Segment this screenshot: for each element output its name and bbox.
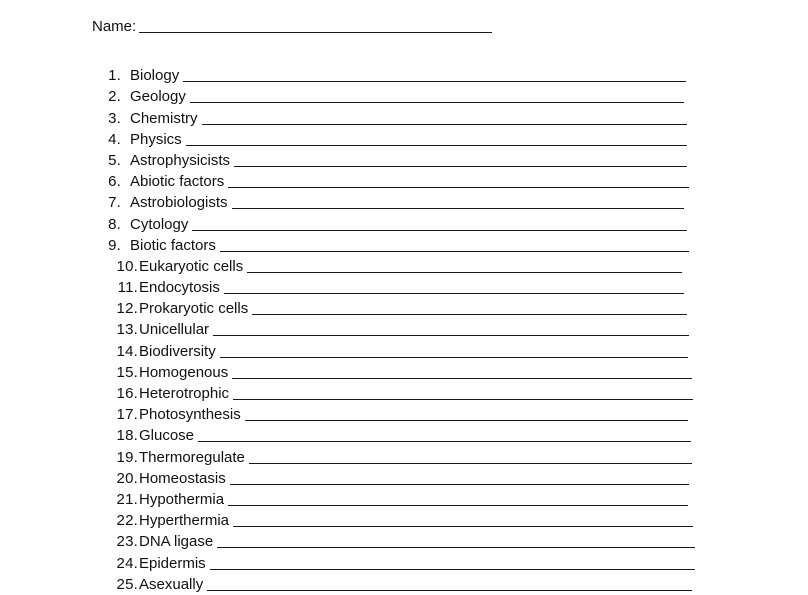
item-number: 12. [116,300,138,318]
list-item [100,276,695,297]
item-term: DNA ligase [139,533,214,551]
item-term: Endocytosis [139,279,220,297]
answer-blank-line[interactable] [228,187,689,188]
list-item [100,128,695,149]
list-item [100,551,695,572]
vocabulary-list [100,64,695,594]
item-number: 18. [116,427,138,445]
answer-blank-line[interactable] [213,335,689,336]
answer-blank-line[interactable] [186,145,687,146]
answer-blank-line[interactable] [233,399,693,400]
item-number: 19. [116,448,138,466]
item-number: 22. [116,512,138,530]
list-item [100,318,695,339]
list-item [100,424,695,445]
item-number: 11. [117,279,138,297]
list-item [100,339,695,360]
item-term: Biodiversity [139,342,216,360]
item-term: Hyperthermia [139,512,230,530]
answer-blank-line[interactable] [183,81,686,82]
item-term: Biology [130,67,180,85]
list-item [100,445,695,466]
answer-blank-line[interactable] [245,420,688,421]
item-number: 15. [116,363,138,381]
item-number: 1. [108,67,121,85]
answer-blank-line[interactable] [220,357,688,358]
answer-blank-line[interactable] [190,102,684,103]
item-term: Chemistry [130,109,198,127]
name-label: Name: [92,18,137,35]
item-number: 8. [108,215,121,233]
list-item [100,297,695,318]
name-field-line[interactable] [139,32,492,33]
item-term: Prokaryotic cells [139,300,249,318]
answer-blank-line[interactable] [247,272,682,273]
answer-blank-line[interactable] [230,484,689,485]
name-row [92,16,492,36]
item-term: Asexually [139,575,204,593]
item-term: Biotic factors [130,236,216,254]
list-item [100,191,695,212]
list-item [100,106,695,127]
list-item [100,467,695,488]
list-item [100,530,695,551]
item-number: 20. [116,469,138,487]
list-item [100,509,695,530]
item-term: Eukaryotic cells [139,257,244,275]
answer-blank-line[interactable] [232,378,692,379]
item-term: Glucose [139,427,195,445]
answer-blank-line[interactable] [217,547,695,548]
list-item [100,361,695,382]
answer-blank-line[interactable] [233,526,693,527]
item-term: Geology [130,88,186,106]
item-term: Astrobiologists [130,194,228,212]
item-term: Thermoregulate [139,448,245,466]
item-number: 24. [116,554,138,572]
list-item [100,488,695,509]
item-number: 6. [108,173,121,191]
list-item [100,85,695,106]
answer-blank-line[interactable] [220,251,689,252]
item-term: Physics [130,130,182,148]
item-term: Astrophysicists [130,151,231,169]
answer-blank-line[interactable] [232,208,684,209]
answer-blank-line[interactable] [224,293,684,294]
list-item [100,255,695,276]
item-number: 23. [116,533,138,551]
list-item [100,149,695,170]
item-number: 3. [108,109,121,127]
answer-blank-line[interactable] [202,124,687,125]
item-number: 5. [108,151,121,169]
item-term: Hypothermia [139,490,225,508]
list-item [100,234,695,255]
item-number: 13. [116,321,138,339]
item-number: 25. [116,575,138,593]
answer-blank-line[interactable] [198,441,691,442]
item-number: 16. [116,385,138,402]
answer-blank-line[interactable] [234,166,687,167]
item-number: 10. [116,257,138,275]
list-item [100,170,695,191]
list-item [100,382,695,403]
answer-blank-line[interactable] [228,505,688,506]
answer-blank-line[interactable] [252,314,687,315]
item-term: Cytology [130,215,189,233]
answer-blank-line[interactable] [249,463,692,464]
list-item [100,573,695,594]
item-term: Heterotrophic [139,385,230,402]
item-number: 17. [116,406,138,424]
item-term: Homeostasis [139,469,226,487]
item-number: 7. [108,194,121,212]
item-term: Homogenous [139,363,229,381]
item-term: Unicellular [139,321,210,339]
item-number: 21. [116,490,138,508]
answer-blank-line[interactable] [210,569,695,570]
item-number: 9. [108,236,121,254]
item-term: Abiotic factors [130,173,225,191]
list-item [100,64,695,85]
item-term: Epidermis [139,554,206,572]
answer-blank-line[interactable] [207,590,692,591]
item-number: 2. [108,88,121,106]
list-item [100,212,695,233]
answer-blank-line[interactable] [192,230,687,231]
item-term: Photosynthesis [139,406,241,424]
item-number: 4. [108,130,121,148]
list-item [100,403,695,424]
item-number: 14. [116,342,138,360]
